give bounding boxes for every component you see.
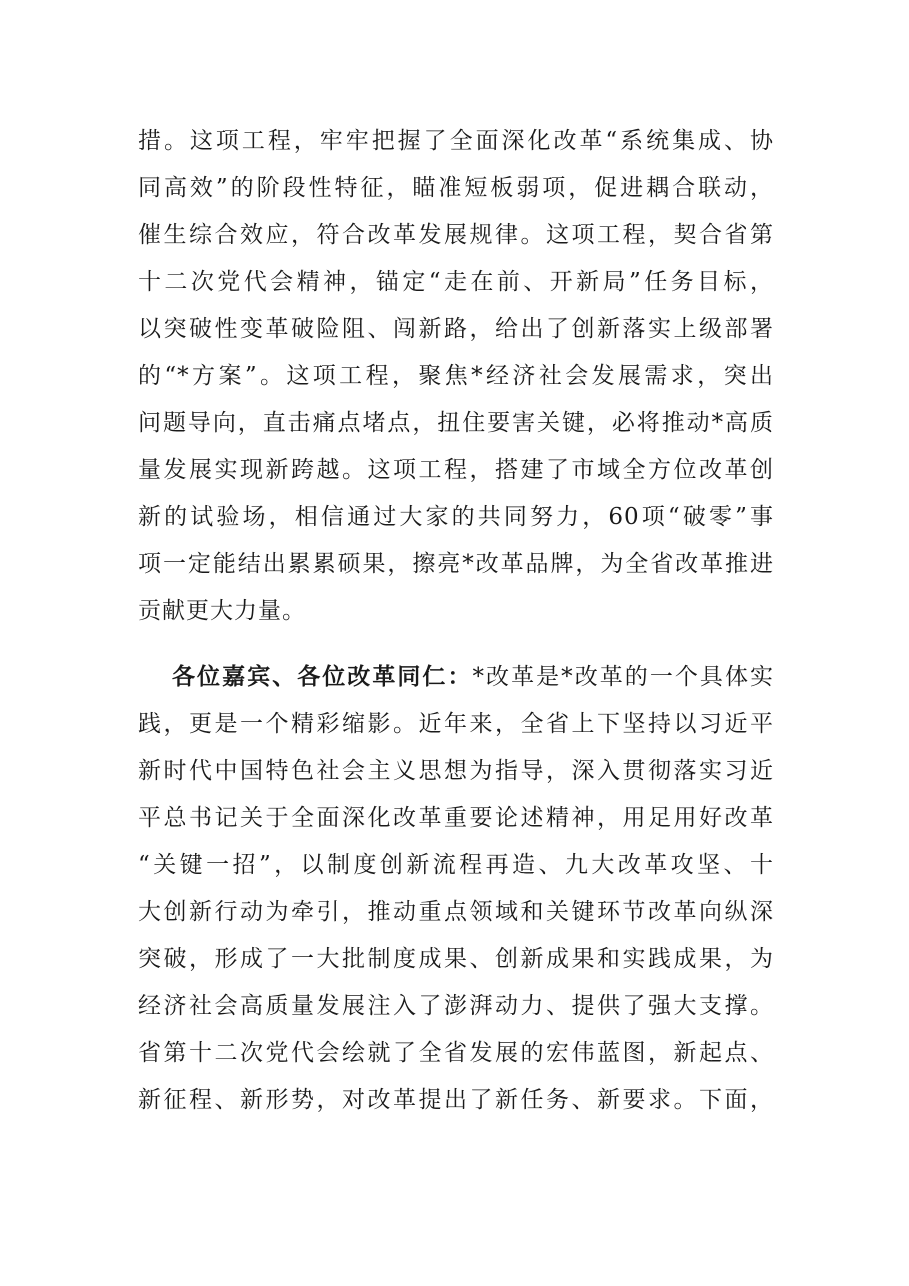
- paragraph-lead-heading: 各位嘉宾、各位改革同仁：: [172, 664, 473, 690]
- text-line: 新时代中国特色社会主义思想为指导，深入贯彻落实习近: [138, 758, 774, 784]
- text-line: 新的试验场，相信通过大家的共同努力，60项“破零”事: [138, 504, 774, 530]
- text-line-rest: *改革是*改革的一个具体实: [472, 664, 774, 690]
- text-line: “关键一招”，以制度创新流程再造、九大改革攻坚、十: [138, 852, 774, 878]
- text-line: 措。这项工程，牢牢把握了全面深化改革“系统集成、协: [138, 128, 774, 154]
- text-line: 催生综合效应，符合改革发展规律。这项工程，契合省第: [138, 222, 774, 248]
- text-line: 省第十二次党代会绘就了全省发展的宏伟蓝图，新起点、: [138, 1040, 774, 1066]
- text-line-first: [138, 654, 774, 701]
- text-line: 平总书记关于全面深化改革重要论述精神，用足用好改革: [138, 805, 774, 831]
- paragraph-2: [138, 654, 774, 1124]
- text-line: 同高效”的阶段性特征，瞄准短板弱项，促进耦合联动，: [138, 175, 774, 201]
- text-line: 量发展实现新跨越。这项工程，搭建了市域全方位改革创: [138, 457, 774, 483]
- text-line: 的“*方案”。这项工程，聚焦*经济社会发展需求，突出: [138, 363, 774, 389]
- text-line: 新征程、新形势，对改革提出了新任务、新要求。下面，: [138, 1087, 774, 1113]
- text-line: 十二次党代会精神，锚定“走在前、开新局”任务目标，: [138, 269, 774, 295]
- text-line: 贡献更大力量。: [138, 598, 306, 624]
- text-line: 问题导向，直击痛点堵点，扭住要害关键，必将推动*高质: [138, 410, 774, 436]
- text-line: 突破，形成了一大批制度成果、创新成果和实践成果，为: [138, 946, 774, 972]
- text-line: 项一定能结出累累硕果，擦亮*改革品牌，为全省改革推进: [138, 551, 774, 577]
- text-line: 经济社会高质量发展注入了澎湃动力、提供了强大支撑。: [138, 993, 774, 1019]
- text-line: 大创新行动为牵引，推动重点领域和关键环节改革向纵深: [138, 899, 774, 925]
- text-line: 践，更是一个精彩缩影。近年来，全省上下坚持以习近平: [138, 711, 774, 737]
- paragraph-1: [138, 118, 774, 635]
- text-line: 以突破性变革破险阻、闯新路，给出了创新落实上级部署: [138, 316, 774, 342]
